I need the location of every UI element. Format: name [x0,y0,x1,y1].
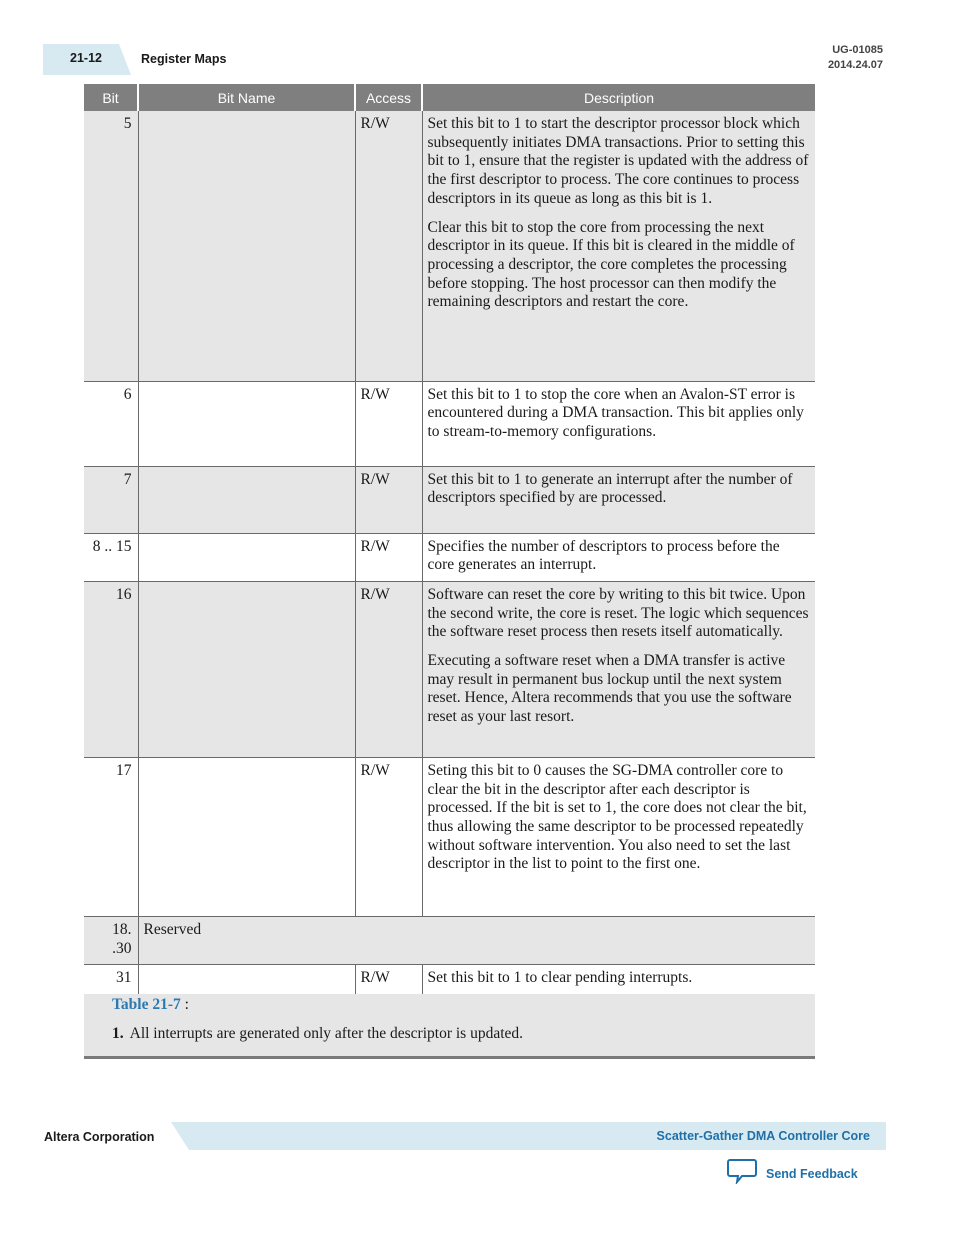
bit-name-cell [138,466,355,533]
description-cell [422,111,815,381]
table-note-reference [112,996,189,1014]
column-header-bit: Bit [84,84,138,111]
description-cell [422,581,815,757]
bit-cell: 31 [84,965,138,995]
table-row [84,381,815,466]
table-row-reserved [84,916,815,964]
description-paragraph: Set this bit to 1 to clear pending interrupts. [427,969,693,987]
access-cell: R/W [355,757,422,916]
table-note-item [112,1025,523,1043]
send-feedback-label[interactable]: Send Feedback [766,1166,858,1181]
send-feedback-link[interactable] [727,1158,858,1189]
bit-cell: 8 .. 15 [84,533,138,581]
description-paragraph: Software can reset the core by writing to this bit twice. Upon the second write, the core is reset. The logic which sequences the software reset process then resets itself automatically. [427,585,809,641]
description-paragraph: Seting this bit to 0 causes the SG-DMA controller core to clear the bit in the descriptor after each descriptor is processed. If the bit is set to 1, the core does not clear the bit, thus allowing the same descriptor to be processed repeatedly without software intervention. You also need to set the last descriptor in the list to point to the first one. [427,761,807,873]
access-cell: R/W [355,381,422,466]
register-table [84,84,815,995]
access-cell: R/W [355,965,422,995]
description-paragraph: Set this bit to 1 to stop the core when an Avalon-ST error is encountered during a DMA transaction. This bit applies only to stream-to-memory configurations. [427,385,804,440]
table-row [84,533,815,581]
bit-cell: 17 [84,757,138,916]
document-title: Scatter-Gather DMA Controller Core [656,1129,870,1143]
company-name: Altera Corporation [44,1130,155,1144]
table-row [84,965,815,995]
bit-cell: 7 [84,466,138,533]
speech-bubble-icon [727,1158,757,1189]
column-header-description: Description [422,84,815,111]
table-row [84,466,815,533]
access-cell: R/W [355,581,422,757]
table-reference-suffix: : [180,996,189,1013]
description-paragraph: Set this bit to 1 to start the descriptor processor block which subsequently initiates DMA transactions. Prior to setting this bit to 1, ensure that the register is updated with the address of the first descriptor to process. The core continues to process descriptors in its queue as long as this bit is 1. [427,115,809,207]
doc-number: UG-01085 [832,44,883,56]
table-row [84,111,815,381]
bit-cell: 16 [84,581,138,757]
bit-name-cell [138,381,355,466]
description-cell [422,965,815,995]
description-cell [422,466,815,533]
access-cell: R/W [355,533,422,581]
access-cell: R/W [355,466,422,533]
reserved-cell: Reserved [138,916,815,964]
bit-cell: 6 [84,381,138,466]
description-cell [422,533,815,581]
column-header-access: Access [355,84,422,111]
description-paragraph: Specifies the number of descriptors to process before the core generates an interrupt. [427,537,780,574]
bit-name-cell [138,581,355,757]
doc-date: 2014.24.07 [827,59,883,71]
description-cell [422,757,815,916]
access-cell: R/W [355,111,422,381]
page-number: 21-12 [70,51,102,65]
document-id [828,43,883,73]
bit-name-cell [138,111,355,381]
description-cell [422,381,815,466]
bit-name-cell [138,757,355,916]
bit-name-cell [138,965,355,995]
description-paragraph: Set this bit to 1 to generate an interrupt after the number of descriptors specified by are processed. [427,470,793,507]
table-reference-link[interactable]: Table 21-7 [112,996,181,1013]
description-paragraph: Clear this bit to stop the core from processing the next descriptor in its queue. If this bit is cleared in the middle of processing a descriptor, the core completes the processing before stopping. The host processor can then modify the remaining descriptors and restart the core. [427,218,795,311]
bit-cell: 18. .30 [84,916,138,964]
description-paragraph: Executing a software reset when a DMA transfer is active may result in permanent bus lockup until the next system reset. Hence, Altera recommends that you use the software reset as your last resort. [427,652,792,726]
bit-name-cell [138,533,355,581]
note-text: All interrupts are generated only after the descriptor is updated. [129,1025,524,1042]
bit-cell: 5 [84,111,138,381]
table-header-row [84,84,815,111]
table-row [84,757,815,916]
table-notes [84,994,815,1059]
section-title: Register Maps [141,52,227,66]
note-number: 1. [112,1025,124,1042]
table-row [84,581,815,757]
column-header-bit-name: Bit Name [138,84,355,111]
